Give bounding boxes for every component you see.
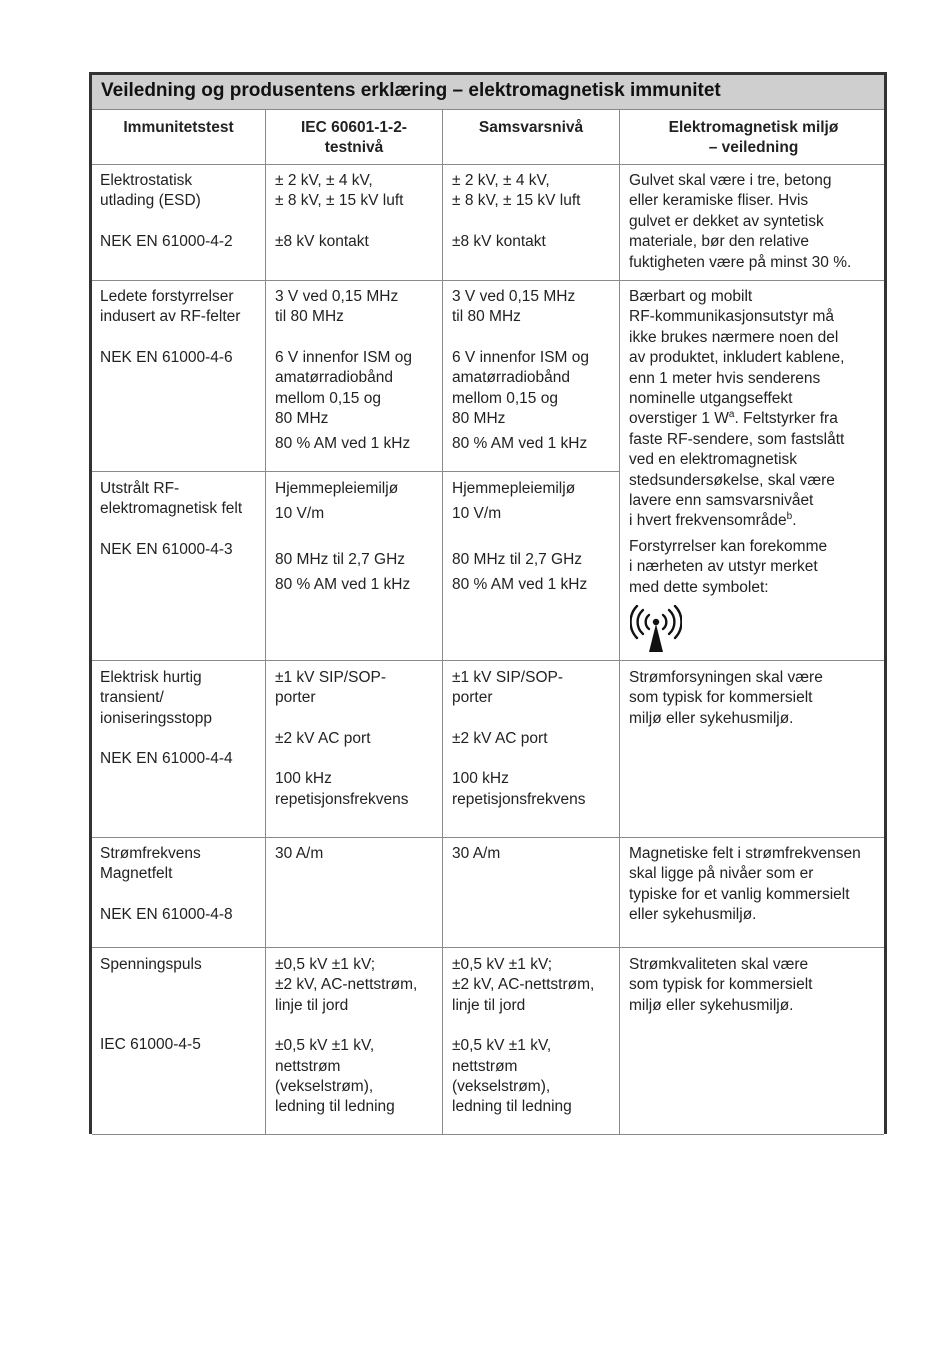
header-immunity-test: Immunitetstest [123,119,234,136]
conducted-test-cell: Ledete forstyrrelser indusert av RF-felter NEK EN 61000-4-6 [100,288,241,366]
eft-test-cell: Elektrisk hurtig transient/ ioniseringsstopp NEK EN 61000-4-4 [100,669,233,768]
row-divider [92,1134,884,1135]
power-freq-test-cell: Strømfrekvens Magnetfelt NEK EN 61000-4-8 [100,845,233,923]
row-divider [92,280,884,281]
header-test-level: IEC 60601-1-2- testnivå [301,119,407,157]
power-freq-level-cell: 30 A/m [275,845,324,862]
table-title-bar [92,75,884,110]
row-divider [92,947,884,948]
radiated-level-cell: Hjemmepleiemiljø 10 V/m 80 MHz til 2,7 GHz 80 % AM ved 1 kHz [275,480,411,594]
power-freq-compliance-cell: 30 A/m [452,845,501,862]
row-divider [92,837,884,838]
row-divider [92,164,884,165]
column-divider [442,110,443,1134]
esd-guidance-cell: Gulvet skal være i tre, betong eller keramiske fliser. Hvis gulvet er dekket av syntetisk materiale, bør den relative fuktigheten være på minst 30 %. [629,172,852,271]
conducted-level-cell: 3 V ved 0,15 MHz til 80 MHz 6 V innenfor ISM og amatørradiobånd mellom 0,15 og 80 MHz 80 % AM ved 1 kHz [275,288,412,453]
row-divider [92,471,619,472]
column-divider [265,110,266,1134]
immunity-table [89,72,887,1134]
eft-guidance-cell: Strømforsyningen skal være som typisk for kommersielt miljø eller sykehusmiljø. [629,669,823,727]
non-ionizing-radiation-icon [630,605,682,653]
surge-guidance-cell: Strømkvaliteten skal være som typisk for kommersielt miljø eller sykehusmiljø. [629,956,813,1014]
surge-test-cell: Spenningspuls IEC 61000-4-5 [100,956,202,1054]
surge-level-cell: ±0,5 kV ±1 kV; ±2 kV, AC-nettstrøm, linje til jord ±0,5 kV ±1 kV, nettstrøm (vekselstrøm), ledning til ledning [275,956,418,1116]
radiated-test-cell: Utstrålt RF- elektromagnetisk felt NEK EN 61000-4-3 [100,480,243,558]
esd-compliance-cell: ± 2 kV, ± 4 kV, ± 8 kV, ± 15 kV luft ±8 kV kontakt [452,172,581,250]
conducted-compliance-cell: 3 V ved 0,15 MHz til 80 MHz 6 V innenfor ISM og amatørradiobånd mellom 0,15 og 80 MHz 80 % AM ved 1 kHz [452,288,589,453]
rf-guidance-cell: Bærbart og mobilt RF-kommunikasjonsutstyr må ikke brukes nærmere noen del av produktet, inkludert kablene, enn 1 meter hvis senderens nominelle utgangseffekt overstiger 1 $W^a$. Feltstyrker fra faste RF-sendere, som fastslått ved en elektromagnetisk stedsundersøkelse, skal være lavere enn samsvarsnivået i hvert frekvensområde$^b$. Forstyrrelser kan forekomme i nærheten av utstyr merket med dette symbolet: [629,288,845,596]
row-divider [92,660,884,661]
eft-compliance-cell: ±1 kV SIP/SOP- porter ±2 kV AC port 100 kHz repetisjonsfrekvens [452,669,586,808]
esd-test-cell: Elektrostatisk utlading (ESD) NEK EN 61000-4-2 [100,172,233,250]
column-divider [619,110,620,1134]
radiated-compliance-cell: Hjemmepleiemiljø 10 V/m 80 MHz til 2,7 GHz 80 % AM ved 1 kHz [452,480,588,594]
header-em-environment: Elektromagnetisk miljø – veiledning [668,119,839,157]
esd-level-cell: ± 2 kV, ± 4 kV, ± 8 kV, ± 15 kV luft ±8 kV kontakt [275,172,404,250]
eft-level-cell: ±1 kV SIP/SOP- porter ±2 kV AC port 100 kHz repetisjonsfrekvens [275,669,409,808]
power-freq-guidance-cell: Magnetiske felt i strømfrekvensen skal ligge på nivåer som er typiske for et vanlig kommersielt eller sykehusmiljø. [629,845,861,924]
table-title: Veiledning og produsentens erklæring – elektromagnetisk immunitet [101,80,721,101]
surge-compliance-cell: ±0,5 kV ±1 kV; ±2 kV, AC-nettstrøm, linje til jord ±0,5 kV ±1 kV, nettstrøm (vekselstrøm), ledning til ledning [452,956,595,1116]
header-compliance-level: Samsvarsnivå [478,119,584,136]
